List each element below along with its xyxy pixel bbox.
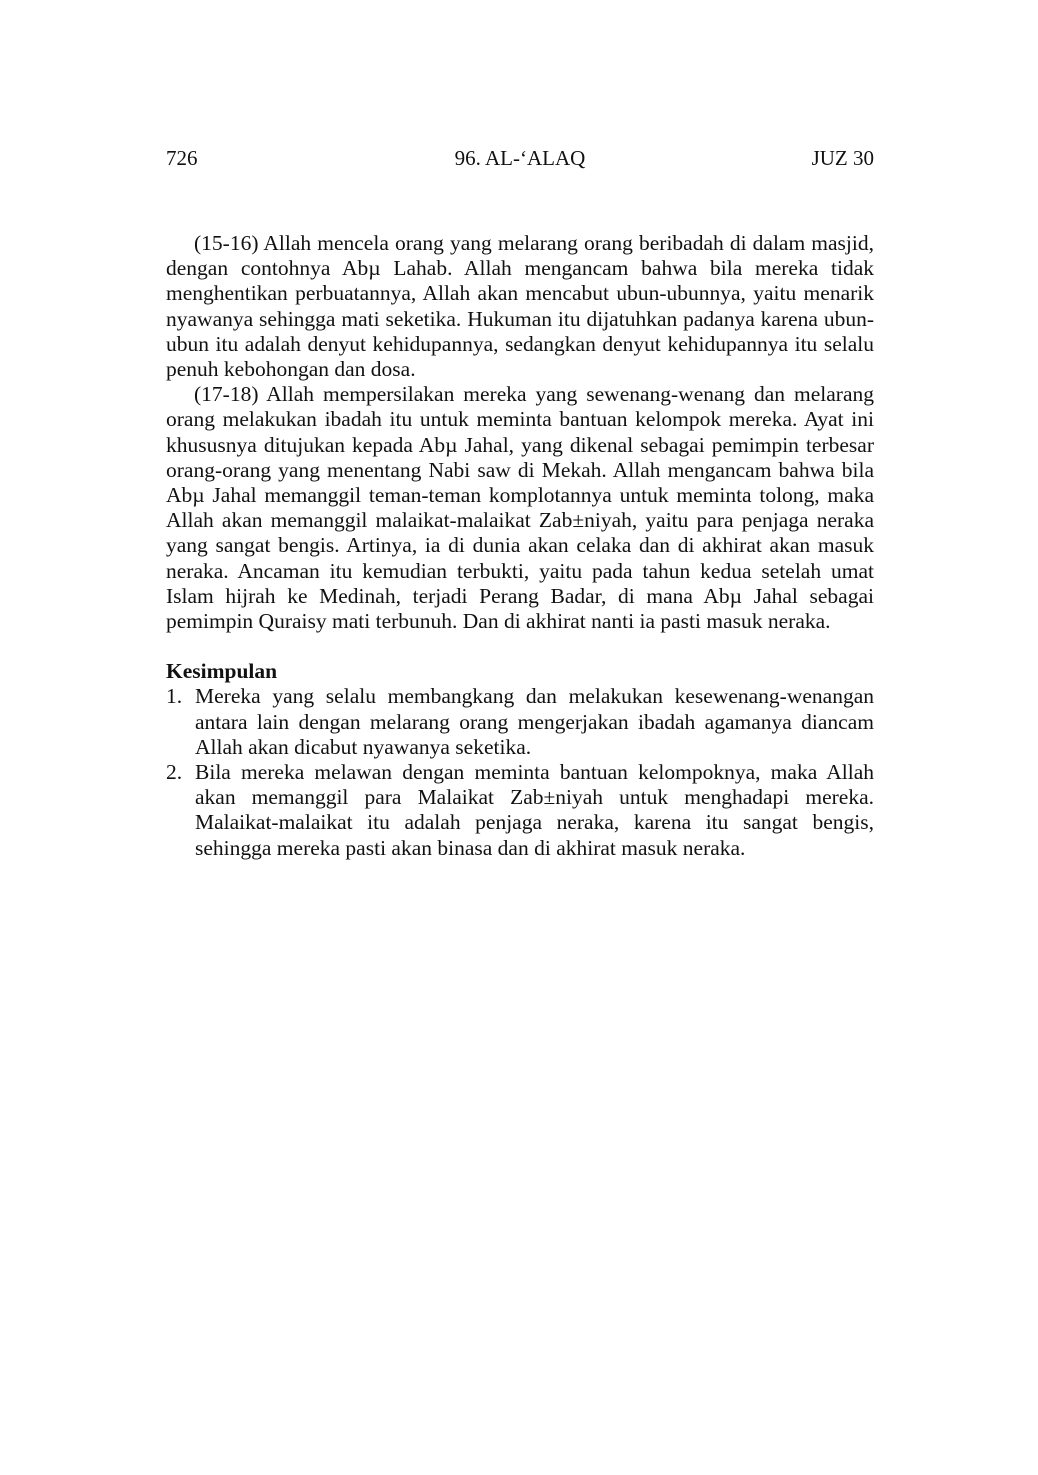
list-item-text: Bila mereka melawan dengan meminta bantuan kelompoknya, maka Allah akan memanggil para Malaikat Zab±niyah untuk menghadapi mereka. Malaikat-malaikat itu adalah penjaga neraka, karena itu sangat bengis, sehingga mereka pasti akan binasa dan di akhirat masuk neraka. — [195, 760, 874, 860]
page-content — [166, 231, 874, 861]
list-item-number: 2. — [166, 760, 183, 785]
chapter-title: 96. AL-‘ALAQ — [454, 146, 586, 170]
paragraph-verses-17-18: (17-18) Allah mempersilakan mereka yang sewenang-wenang dan melarang orang melakukan ibadah itu untuk meminta bantuan kelompok mereka. Ayat ini khususnya ditujukan kepada Abµ Jahal, yang dikenal sebagai pemimpin terbesar orang-orang yang menentang Nabi saw di Mekah. Allah mengancam bahwa bila Abµ Jahal memanggil teman-teman komplotannya untuk meminta tolong, maka Allah akan memanggil malaikat-malaikat Zab±niyah, yaitu para penjaga neraka yang sangat bengis. Artinya, ia di dunia akan celaka dan di akhirat akan masuk neraka. Ancaman itu kemudian terbukti, yaitu pada tahun kedua setelah umat Islam hijrah ke Medinah, terjadi Perang Badar, di mana Abµ Jahal sebagai pemimpin Quraisy mati terbunuh. Dan di akhirat nanti ia pasti masuk neraka. — [166, 382, 874, 634]
list-item-text: Mereka yang selalu membangkang dan melakukan kesewenang-wenangan antara lain dengan melarang orang mengerjakan ibadah agamanya diancam Allah akan dicabut nyawanya seketika. — [195, 684, 874, 759]
list-item — [166, 684, 874, 760]
page-number: 726 — [166, 146, 198, 170]
juz-label: JUZ 30 — [811, 146, 874, 170]
page-header — [166, 142, 874, 174]
conclusion-list — [166, 684, 874, 860]
list-item-number: 1. — [166, 684, 183, 709]
conclusion-heading: Kesimpulan — [166, 659, 278, 684]
list-item — [166, 760, 874, 861]
paragraph-verses-15-16: (15-16) Allah mencela orang yang melarang orang beribadah di dalam masjid, dengan contohnya Abµ Lahab. Allah mengancam bahwa bila mereka tidak menghentikan perbuatannya, Allah akan mencabut ubun-ubunnya, yaitu menarik nyawanya sehingga mati seketika. Hukuman itu dijatuhkan padanya karena ubun-ubun itu adalah denyut kehidupannya, sedangkan denyut kehidupannya itu selalu penuh kebohongan dan dosa. — [166, 231, 874, 382]
